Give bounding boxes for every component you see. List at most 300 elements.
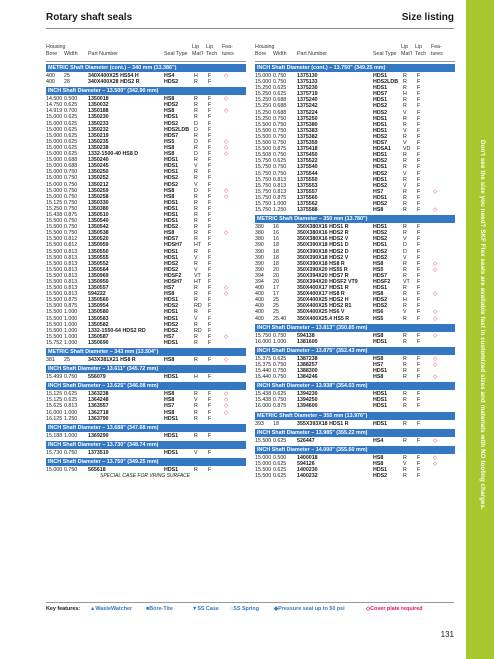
cell-housing-bore: 390 — [255, 242, 264, 249]
cell-seal-type: HDS7 — [373, 91, 388, 98]
cell-lip-material: R — [403, 79, 407, 86]
cell-lip-material: R — [194, 224, 198, 231]
cell-lip-tech: F — [208, 321, 212, 328]
cell-seal-type: HDS2 — [164, 303, 179, 310]
cell-seal-type: HDSH7 — [164, 242, 182, 249]
table-row — [46, 340, 246, 346]
cell-lip-tech: F — [208, 309, 212, 316]
cell-lip-material: R — [403, 466, 407, 473]
cell-lip-material: R — [403, 454, 407, 461]
cell-part-number: 1350258 — [88, 193, 109, 200]
cell-seal-type: HDS2 — [164, 321, 179, 328]
cell-lip-tech: F — [417, 140, 421, 147]
cell-seal-type: HS5 — [164, 138, 175, 145]
cell-housing-bore: 400 — [255, 291, 264, 298]
cell-features: ◇ — [433, 437, 438, 444]
cell-seal-type: HDS2 — [164, 181, 179, 188]
cell-lip-material: R — [194, 333, 198, 340]
cell-lip-tech: F — [417, 355, 421, 362]
cell-part-number: 1350232 — [88, 126, 109, 133]
cell-part-number: 526447 — [297, 437, 315, 444]
cell-lip-tech: F — [208, 138, 212, 145]
cell-part-number: 1350557 — [88, 285, 109, 292]
header-width: Width — [64, 51, 78, 57]
cell-part-number: 1400232 — [297, 472, 318, 479]
cell-lip-tech: F — [208, 230, 212, 237]
table-row — [46, 433, 246, 439]
cell-housing-bore: 15.250 — [255, 85, 272, 92]
cell-seal-type: HDS2 — [373, 158, 388, 165]
cell-width: 1.000 — [64, 309, 78, 316]
cell-width: 1.250 — [64, 415, 78, 422]
cell-housing-bore: 15.375 — [255, 355, 272, 362]
cell-lip-tech: F — [208, 327, 212, 334]
cell-housing-bore: 15.500 — [46, 266, 63, 273]
cell-width: 0.625 — [273, 158, 287, 165]
cell-lip-tech: F — [417, 374, 421, 381]
page-number: 131 — [440, 630, 454, 639]
cell-lip-material: R — [194, 236, 198, 243]
cell-width: 0.625 — [273, 466, 287, 473]
cell-part-number: 1350950 — [88, 279, 109, 285]
cell-lip-tech: F — [208, 466, 212, 473]
cell-lip-tech: F — [417, 242, 421, 249]
cell-seal-type: HS8 — [164, 193, 175, 200]
cell-width: 0.625 — [273, 91, 287, 98]
cell-part-number: 1384246 — [297, 374, 318, 381]
cell-part-number: 1375224 — [297, 109, 318, 116]
cell-housing-bore: 15.500 — [46, 333, 63, 340]
cell-features: ◇ — [224, 144, 229, 151]
cell-housing-bore: 15.500 — [46, 297, 63, 304]
cell-width: 0.625 — [273, 355, 287, 362]
cell-part-number: 1400230 — [297, 466, 318, 473]
header-housing: Housing — [255, 44, 275, 50]
cell-lip-material: R — [194, 205, 198, 212]
table-row — [46, 450, 246, 456]
cell-width: 0.750 — [273, 140, 287, 147]
cell-housing-bore: 15.000 — [46, 151, 63, 158]
cell-housing-bore: 15.250 — [255, 97, 272, 104]
cell-housing-bore: 15.125 — [46, 199, 63, 206]
cell-lip-material: R — [403, 158, 407, 165]
cell-lip-material: V — [194, 163, 198, 170]
cell-width: 0.750 — [273, 170, 287, 177]
cell-seal-type: HDS2 — [373, 236, 388, 243]
cell-lip-tech: F — [417, 309, 421, 316]
cell-lip-tech: F — [208, 432, 212, 439]
cell-housing-bore: 15.000 — [255, 454, 272, 461]
cell-part-number: 1350240 — [88, 157, 109, 164]
cell-lip-tech: F — [208, 397, 212, 404]
cell-housing-bore: 15.750 — [255, 332, 272, 339]
cell-part-number: 350X400X25 HDS2 R1 — [297, 303, 352, 310]
cell-housing-bore: 15.500 — [46, 285, 63, 292]
cell-lip-material: D — [194, 120, 198, 127]
cell-lip-tech: F — [208, 163, 212, 170]
header-rule — [46, 28, 454, 29]
cell-seal-type: HS7 — [164, 285, 175, 292]
cell-housing-bore: 15.752 — [46, 339, 63, 346]
cell-part-number: 1350188 — [88, 108, 109, 115]
cell-lip-material: D — [403, 248, 407, 255]
cell-lip-material: R — [194, 193, 198, 200]
cell-lip-material: R — [194, 291, 198, 298]
cell-housing-bore: 15.500 — [46, 248, 63, 255]
cell-part-number: 1375359 — [297, 140, 318, 147]
cell-lip-material: D — [194, 187, 198, 194]
cell-part-number: 350X380X16 HDS2 V — [297, 236, 349, 243]
cell-part-number: 1364248 — [88, 397, 109, 404]
cell-width: 25.40 — [273, 315, 287, 322]
cell-part-number: 1350230 — [88, 114, 109, 121]
cell-part-number: 1375382 — [297, 133, 318, 140]
cell-lip-tech: F — [208, 357, 212, 364]
cell-lip-material: R — [403, 361, 407, 368]
key-item-pressure-seal: ◆Pressure seal up to 50 psi — [274, 606, 345, 612]
cell-features: ◇ — [224, 409, 229, 416]
cell-housing-bore: 15.000 — [46, 132, 63, 139]
cell-features: ◇ — [433, 309, 438, 316]
cell-seal-type: HDS1 — [164, 309, 179, 316]
cell-seal-type: HDS2 — [373, 303, 388, 310]
cell-housing-bore: 15.500 — [46, 272, 63, 279]
cell-part-number: 1350245 — [88, 163, 109, 170]
cell-lip-tech: F — [417, 466, 421, 473]
cell-lip-material: VT — [194, 272, 201, 279]
cell-housing-bore: 15.500 — [46, 321, 63, 328]
cell-housing-bore: 15.000 — [46, 466, 63, 473]
cell-lip-tech: F — [417, 224, 421, 231]
cell-seal-type: HDS1 — [373, 391, 388, 398]
table-row — [46, 416, 246, 422]
cell-part-number: 1388257 — [297, 361, 318, 368]
page-title: Rotary shaft seals — [46, 12, 133, 23]
cell-seal-type: HDSF2 — [373, 279, 391, 285]
cell-features: ◇ — [433, 260, 438, 267]
cell-seal-type: HDS2 — [373, 109, 388, 116]
cell-seal-type: HS7 — [164, 333, 175, 340]
cell-part-number: 1388300 — [297, 368, 318, 375]
cell-lip-material: R — [194, 102, 198, 109]
cell-housing-bore: 380 — [255, 230, 264, 237]
cell-lip-tech: F — [208, 285, 212, 292]
cell-lip-tech: F — [417, 266, 421, 273]
cell-part-number: 350X390X18 HS8 R — [297, 260, 345, 267]
cell-lip-tech: F — [208, 205, 212, 212]
cell-part-number: 1375418 — [297, 146, 318, 153]
cell-width: 0.750 — [64, 224, 78, 231]
cell-housing-bore: 15.500 — [46, 260, 63, 267]
cell-width: 0.625 — [64, 138, 78, 145]
cell-part-number: 1375230 — [297, 85, 318, 92]
cell-lip-material: R — [403, 420, 407, 427]
cell-seal-type: HDS2 — [164, 260, 179, 267]
cell-lip-tech: F — [417, 115, 421, 122]
cell-seal-type: HDS2LDB — [164, 126, 190, 133]
cell-lip-material: V — [403, 460, 407, 467]
cell-lip-tech: F — [208, 144, 212, 151]
cell-part-number: 1350233 — [88, 120, 109, 127]
cell-lip-material: R — [403, 224, 407, 231]
cell-part-number: 350X390X20 HS55 R — [297, 266, 348, 273]
left-column — [46, 44, 246, 479]
cell-part-number: 1375383 — [297, 127, 318, 134]
cell-width: 28 — [64, 79, 70, 86]
cell-housing-bore: 400 — [255, 285, 264, 292]
cell-housing-bore: 15.500 — [46, 315, 63, 322]
cell-seal-type: HDS1 — [164, 199, 179, 206]
cell-lip-material: V — [403, 140, 407, 147]
cell-seal-type: HDS2 — [373, 248, 388, 255]
cell-lip-material: R — [194, 114, 198, 121]
cell-part-number: 1375450 — [297, 152, 318, 159]
cell-lip-material: R — [194, 309, 198, 316]
cell-housing-bore: 15.125 — [46, 397, 63, 404]
cell-part-number: 1375130 — [297, 73, 318, 79]
cell-part-number: 1375544 — [297, 170, 318, 177]
cell-width: 0.813 — [273, 188, 287, 195]
section-header: INCH Shaft Diameter – 13.688" (347.68 mm) — [46, 424, 246, 432]
cell-width: 0.500 — [273, 454, 287, 461]
cell-housing-bore: 390 — [255, 254, 264, 261]
cell-housing-bore: 15.500 — [255, 472, 272, 479]
cell-features: ◇ — [433, 374, 438, 381]
cell-part-number: 340X400X25 HS54 H — [88, 73, 139, 79]
cell-lip-tech: F — [208, 211, 212, 218]
cell-housing-bore: 16.000 — [255, 338, 272, 345]
cell-seal-type: HS7 — [164, 403, 175, 410]
cell-seal-type: HS4 — [373, 437, 384, 444]
cell-seal-type: HS8 — [164, 230, 175, 237]
cell-seal-type: HDS1 — [373, 85, 388, 92]
cell-seal-type: HDS2 — [164, 79, 179, 86]
cell-features: ◇ — [433, 266, 438, 273]
cell-lip-tech: F — [208, 157, 212, 164]
cell-lip-material: R — [194, 285, 198, 292]
cell-width: 0.625 — [64, 132, 78, 139]
cell-part-number: 1375250 — [297, 115, 318, 122]
cell-width: 0.625 — [273, 437, 287, 444]
cell-width: 0.688 — [273, 103, 287, 110]
cell-lip-tech: F — [417, 85, 421, 92]
cell-lip-tech: F — [417, 391, 421, 398]
cell-lip-material: HT — [194, 279, 202, 285]
cell-lip-tech: F — [208, 181, 212, 188]
cell-seal-type: HDS1 — [164, 157, 179, 164]
cell-lip-material: R — [403, 397, 407, 404]
cell-part-number: 350X400X17 HS8 R — [297, 291, 345, 298]
cell-lip-tech: F — [208, 120, 212, 127]
cell-housing-bore: 15.000 — [46, 175, 63, 182]
cell-part-number: 1350259 — [88, 187, 109, 194]
cell-housing-bore: 15.500 — [255, 127, 272, 134]
table-row — [255, 316, 455, 322]
cell-width: 0.750 — [273, 115, 287, 122]
cell-width: 16 — [273, 224, 279, 231]
cell-lip-material: V — [403, 236, 407, 243]
cell-seal-type: HS8 — [164, 144, 175, 151]
cell-seal-type: HS8 — [373, 355, 384, 362]
cell-width: 0.750 — [64, 466, 78, 473]
cell-features: ◇ — [224, 96, 229, 103]
cell-housing-bore: 400 — [255, 315, 264, 322]
cell-width: 0.625 — [273, 460, 287, 467]
cell-housing-bore: 15.000 — [46, 114, 63, 121]
cell-housing-bore: 15.250 — [46, 205, 63, 212]
cell-lip-tech: F — [208, 218, 212, 225]
cell-lip-material: R — [403, 260, 407, 267]
cell-lip-material: R — [403, 291, 407, 298]
cell-housing-bore: 15.500 — [255, 140, 272, 147]
cell-seal-type: HDS1 — [164, 248, 179, 255]
cell-housing-bore: 15.000 — [46, 169, 63, 176]
cell-width: 0.625 — [64, 126, 78, 133]
cell-part-number: 1350564 — [88, 266, 109, 273]
sidebar-text: Don't see the size you need? SKF Flex seals are available fast in customized sizes and materials with NO tooling charges. — [479, 140, 486, 510]
cell-seal-type: HDS1 — [373, 127, 388, 134]
cell-lip-material: R — [194, 79, 198, 86]
sidebar-banner — [466, 0, 494, 659]
cell-lip-tech: F — [417, 397, 421, 404]
cell-lip-material: R — [403, 103, 407, 110]
cell-width: 0.750 — [64, 218, 78, 225]
cell-seal-type: HDS1 — [373, 73, 388, 79]
cell-lip-tech: F — [208, 175, 212, 182]
cell-seal-type: HDS2 — [373, 254, 388, 261]
cell-lip-material: R — [194, 230, 198, 237]
cell-seal-type: HS5 — [373, 266, 384, 273]
cell-part-number: 1375540 — [297, 164, 318, 171]
cell-lip-material: R — [403, 437, 407, 444]
cell-width: 0.750 — [273, 397, 287, 404]
cell-lip-tech: F — [208, 224, 212, 231]
cell-lip-tech: F — [417, 236, 421, 243]
cell-lip-material: R — [194, 260, 198, 267]
cell-lip-tech: F — [417, 285, 421, 292]
cell-lip-tech: F — [417, 91, 421, 98]
cell-lip-tech: F — [417, 437, 421, 444]
table-note-row — [46, 473, 246, 479]
cell-lip-material: R — [403, 207, 407, 214]
cell-lip-tech: F — [417, 279, 421, 285]
cell-housing-bore: 15.500 — [46, 230, 63, 237]
cell-part-number: 1350587 — [88, 333, 109, 340]
cell-part-number: 1350538 — [88, 230, 109, 237]
cell-housing-bore: 15.750 — [255, 176, 272, 183]
cell-lip-material: D — [194, 138, 198, 145]
cell-lip-tech: F — [208, 187, 212, 194]
cell-part-number: 350X390X18 HDS2 V — [297, 254, 349, 261]
header-part-number: Part Number — [88, 51, 119, 57]
cell-part-number: 1375522 — [297, 158, 318, 165]
cell-width: 0.813 — [273, 176, 287, 183]
cell-lip-material: R — [403, 230, 407, 237]
cell-lip-material: H — [403, 91, 407, 98]
cell-seal-type: HDS2 — [373, 182, 388, 189]
cell-features: ◇ — [224, 73, 229, 79]
cell-lip-material: V — [194, 449, 198, 456]
cell-seal-type: HDSH7 — [164, 279, 182, 285]
cell-lip-tech: F — [417, 403, 421, 410]
cell-lip-tech: F — [208, 114, 212, 121]
cell-seal-type: HDS2 — [164, 266, 179, 273]
cell-housing-bore: 14.500 — [46, 96, 63, 103]
cell-lip-material: R — [403, 374, 407, 381]
cell-lip-tech: F — [208, 254, 212, 261]
cell-part-number: 1375550 — [297, 176, 318, 183]
cell-part-number: 594138 — [297, 332, 315, 339]
special-note: SPECIAL CASE FOR VRING SURFACE — [100, 472, 191, 479]
cell-seal-type: HS8 — [164, 409, 175, 416]
cell-width: 0.813 — [64, 291, 78, 298]
cell-width: 20 — [273, 272, 279, 279]
section-header: INCH Shaft Diameter – 13.625" (346.08 mm) — [46, 382, 246, 390]
cell-part-number: 1387238 — [297, 355, 318, 362]
cell-part-number: 1332-1550-64 HDS2 RD — [88, 327, 146, 334]
cell-seal-type: HDS2 — [373, 472, 388, 479]
cell-width: 0.750 — [273, 368, 287, 375]
cell-housing-bore: 15.000 — [46, 187, 63, 194]
cell-width: 25 — [273, 297, 279, 304]
cell-part-number: 1350580 — [88, 309, 109, 316]
cell-lip-tech: F — [208, 169, 212, 176]
cell-width: 0.500 — [64, 96, 78, 103]
cell-lip-material: VT — [403, 279, 410, 285]
cell-part-number: 1350520 — [88, 236, 109, 243]
cell-part-number: 1350954 — [88, 303, 109, 310]
cell-lip-material: R — [403, 472, 407, 479]
cell-lip-tech: F — [417, 254, 421, 261]
cell-width: 0.750 — [273, 361, 287, 368]
cell-housing-bore: 15.125 — [46, 391, 63, 398]
cell-housing-bore: 15.730 — [46, 449, 63, 456]
cell-part-number: 1350690 — [88, 339, 109, 346]
cell-lip-tech: F — [417, 472, 421, 479]
table-row — [255, 339, 455, 345]
cell-seal-type: HDS2 — [373, 133, 388, 140]
cell-width: 0.813 — [64, 254, 78, 261]
cell-lip-tech: F — [417, 361, 421, 368]
cell-housing-bore: 15.500 — [46, 303, 63, 310]
cell-part-number: 350X394X20 HDS7 R — [297, 272, 349, 279]
cell-lip-material: HT — [194, 242, 202, 249]
cell-width: 0.750 — [64, 374, 78, 381]
cell-housing-bore: 15.750 — [255, 188, 272, 195]
cell-seal-type: HDS1 — [164, 254, 179, 261]
cell-features: ◇ — [433, 361, 438, 368]
cell-lip-tech: F — [208, 333, 212, 340]
header-lip-material: Lip Mat'l — [192, 44, 204, 57]
cell-housing-bore: 15.000 — [46, 120, 63, 127]
cell-lip-tech: F — [417, 109, 421, 116]
cell-width: 0.750 — [273, 79, 287, 86]
cell-seal-type: HDS1 — [373, 194, 388, 201]
cell-lip-tech: F — [417, 338, 421, 345]
cell-part-number: 1369290 — [88, 432, 109, 439]
cell-lip-tech: F — [208, 266, 212, 273]
cell-part-number: 1375588 — [297, 207, 318, 214]
cell-seal-type: HDS1 — [164, 339, 179, 346]
section-header: INCH Shaft Diameter – 13.875" (352.43 mm) — [255, 347, 455, 355]
cell-seal-type: HDS1 — [373, 466, 388, 473]
cell-lip-material: R — [194, 199, 198, 206]
cell-part-number: 350X394X20 HDSF2 VT9 — [297, 279, 358, 285]
cell-width: 0.750 — [273, 121, 287, 128]
cell-seal-type: HDS1 — [373, 224, 388, 231]
cell-housing-bore: 15.375 — [255, 361, 272, 368]
cell-width: 18 — [273, 420, 279, 427]
